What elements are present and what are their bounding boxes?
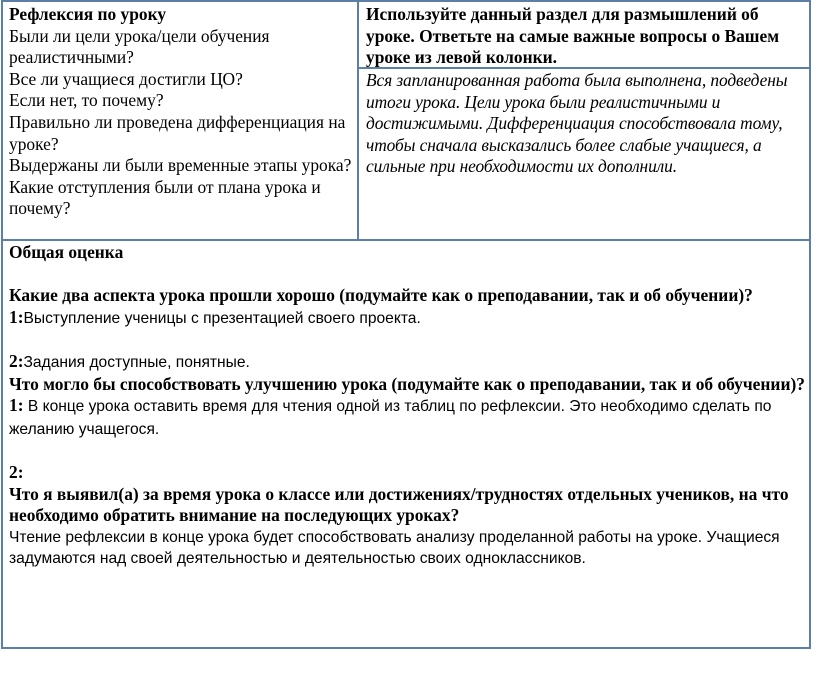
answer-went-well-2 [9,351,807,374]
spacer [9,440,807,462]
question-went-well: Какие два аспекта урока прошли хорошо (подумайте как о преподавании, так и об обучении)? [9,285,753,306]
spacer [9,264,807,286]
question-1: Были ли цели урока/цели обучения реалистичными? [9,25,270,68]
answer-number: 2: [9,350,24,371]
question-5: Выдержаны ли были временные этапы урока? [9,155,352,176]
overall-assessment-cell [9,242,807,570]
spacer [9,329,807,351]
column-divider [357,0,359,239]
question-2: Все ли учащиеся достигли ЦО? [9,68,243,89]
question-3: Если нет, то почему? [9,90,164,111]
answer-number: 1: [9,306,24,327]
answer-text: Выступление ученицы с презентацией своего проекта. [23,309,421,327]
row-divider [1,239,811,241]
right-cell-instruction: Используйте данный раздел для размышлений об уроке. Ответьте на самые важные вопросы о Вашем уроке из левой колонки. [366,4,780,68]
question-4: Правильно ли проведена дифференциация на уроке? [9,111,346,154]
answer-went-well-1 [9,307,807,330]
answer-number: 1: [9,395,24,416]
question-improvement: Что могло бы способствовать улучшению урока (подумайте как о преподавании, так и об обучении)? [9,373,805,394]
answer-improvement-1 [9,395,807,440]
question-discoveries: Что я выявил(а) за время урока о классе или достижениях/трудностях отдельных учеников, на что необходимо обратить внимание на последующих уроках? [9,483,789,526]
overall-heading: Общая оценка [9,242,124,262]
question-6: Какие отступления были от плана урока и почему? [9,176,321,219]
answer-improvement-2-number: 2: [9,461,24,482]
answer-text: Задания доступные, понятные. [23,353,250,371]
answer-discoveries: Чтение рефлексии в конце урока будет способствовать анализу проделанной работы на уроке. Учащиеся задумаются над своей деятельностью и деятельностью своих одноклассников. [9,528,780,568]
left-cell-title: Рефлексия по уроку [9,4,167,24]
right-cell-answer: Вся запланированная работа была выполнена, подведены итоги урока. Цели урока были реалистичными и достижимыми. Дифференциация способствовала тому, чтобы сначала высказались более слабые учащиеся, а сильные при необходимости их дополнили. [366,70,788,177]
answer-text: В конце урока оставить время для чтения одной из таблиц по рефлексии. Это необходимо сделать по желанию учащегося. [9,398,772,438]
left-cell [9,4,354,220]
